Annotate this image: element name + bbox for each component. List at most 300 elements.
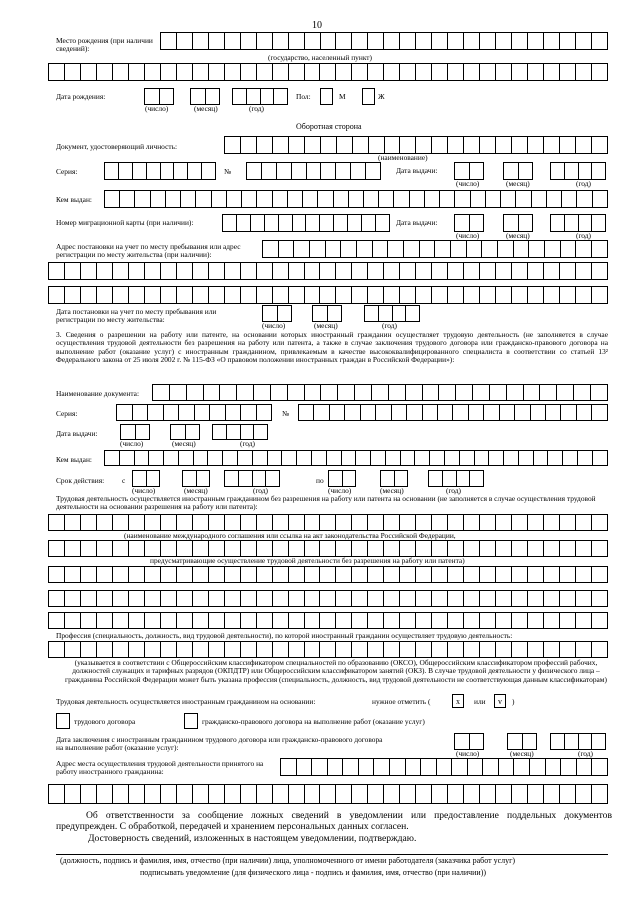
form-cell[interactable] (128, 286, 145, 304)
form-cell[interactable] (96, 286, 113, 304)
form-cell[interactable] (352, 136, 369, 154)
form-cell[interactable] (201, 162, 216, 180)
form-cell[interactable] (415, 136, 432, 154)
form-cell[interactable] (112, 641, 129, 658)
form-cell[interactable] (176, 286, 193, 304)
form-cell[interactable] (56, 713, 70, 729)
form-cell[interactable] (391, 404, 407, 421)
form-cell[interactable] (559, 566, 576, 583)
form-cell[interactable] (559, 286, 576, 304)
form-cell[interactable] (48, 286, 65, 304)
form-cell[interactable] (240, 612, 257, 629)
form-cell[interactable] (495, 63, 512, 81)
form-cell[interactable] (328, 470, 343, 487)
form-cell[interactable] (463, 641, 480, 658)
form-cell[interactable] (296, 758, 313, 776)
form-cell[interactable] (394, 470, 409, 487)
form-cell[interactable] (178, 450, 194, 466)
labor-contract-checkbox[interactable] (56, 713, 70, 729)
form-cell[interactable] (560, 404, 576, 421)
form-cell[interactable] (296, 450, 312, 466)
form-cell[interactable] (336, 136, 353, 154)
id-number-cells[interactable] (246, 162, 381, 180)
form-cell[interactable] (304, 612, 321, 629)
form-cell[interactable] (447, 540, 464, 557)
form-cell[interactable] (469, 214, 485, 232)
form-cell[interactable] (128, 784, 145, 804)
contract-month-cells[interactable] (507, 733, 537, 750)
form-cell[interactable] (64, 63, 81, 81)
form-cell[interactable] (405, 305, 420, 322)
form-cell[interactable] (48, 590, 65, 607)
form-cell[interactable] (351, 286, 368, 304)
form-cell[interactable] (399, 641, 416, 658)
form-cell[interactable] (479, 514, 496, 531)
form-cell[interactable] (503, 162, 519, 180)
form-cell[interactable] (144, 88, 160, 105)
form-cell[interactable] (543, 612, 560, 629)
form-cell[interactable] (304, 262, 321, 280)
form-cell[interactable] (287, 190, 303, 208)
form-cell[interactable] (360, 404, 376, 421)
form-cell[interactable] (48, 262, 65, 280)
form-cell[interactable] (265, 470, 280, 487)
form-cell[interactable] (575, 32, 592, 50)
form-cell[interactable] (160, 641, 177, 658)
form-cell[interactable] (335, 590, 352, 607)
form-cell[interactable] (118, 162, 133, 180)
form-cell[interactable] (347, 214, 362, 232)
form-cell[interactable] (64, 612, 81, 629)
form-cell[interactable] (431, 566, 448, 583)
form-cell[interactable] (208, 63, 225, 81)
form-cell[interactable] (184, 713, 198, 729)
form-cell[interactable] (192, 286, 209, 304)
form-cell[interactable] (479, 641, 496, 658)
form-cell[interactable] (364, 305, 379, 322)
form-cell[interactable] (309, 240, 326, 258)
form-cell[interactable] (378, 190, 394, 208)
form-cell[interactable] (439, 190, 455, 208)
form-cell[interactable] (240, 262, 257, 280)
form-cell[interactable] (80, 286, 97, 304)
form-cell[interactable] (415, 540, 432, 557)
form-cell[interactable] (256, 514, 273, 531)
form-cell[interactable] (240, 514, 257, 531)
form-cell[interactable] (208, 590, 225, 607)
form-cell[interactable] (447, 641, 464, 658)
form-cell[interactable] (468, 404, 484, 421)
form-cell[interactable] (337, 384, 355, 401)
registration-year-cells[interactable] (364, 305, 420, 322)
form-cell[interactable] (224, 262, 241, 280)
form-cell[interactable] (559, 641, 576, 658)
form-cell[interactable] (361, 214, 376, 232)
form-cell[interactable] (241, 190, 257, 208)
form-cell[interactable] (591, 733, 606, 750)
form-cell[interactable] (48, 63, 65, 81)
form-cell[interactable] (240, 286, 257, 304)
agreement-cells-4[interactable] (48, 590, 608, 607)
form-cell[interactable] (511, 32, 528, 50)
form-cell[interactable] (434, 240, 451, 258)
form-cell[interactable] (176, 262, 193, 280)
form-cell[interactable] (527, 540, 544, 557)
form-cell[interactable] (543, 514, 560, 531)
form-cell[interactable] (288, 590, 305, 607)
form-cell[interactable] (452, 404, 468, 421)
form-cell[interactable] (226, 190, 242, 208)
form-cell[interactable] (522, 733, 538, 750)
form-cell[interactable] (356, 240, 373, 258)
form-cell[interactable] (530, 404, 546, 421)
form-cell[interactable] (272, 286, 289, 304)
form-cell[interactable] (470, 190, 486, 208)
id-doc-name-cells[interactable] (224, 136, 608, 154)
form-cell[interactable] (358, 758, 375, 776)
form-cell[interactable] (159, 88, 175, 105)
form-cell[interactable] (527, 32, 544, 50)
form-cell[interactable] (246, 88, 261, 105)
form-cell[interactable] (556, 384, 574, 401)
form-cell[interactable] (351, 262, 368, 280)
form-cell[interactable] (575, 641, 592, 658)
form-cell[interactable] (405, 758, 422, 776)
form-cell[interactable] (383, 540, 400, 557)
permit-number-cells[interactable] (298, 404, 608, 421)
form-cell[interactable] (144, 566, 161, 583)
form-cell[interactable] (351, 641, 368, 658)
form-cell[interactable] (415, 784, 432, 804)
form-cell[interactable] (256, 566, 273, 583)
form-cell[interactable] (511, 136, 528, 154)
form-cell[interactable] (591, 590, 608, 607)
form-cell[interactable] (511, 612, 528, 629)
form-cell[interactable] (260, 88, 275, 105)
form-cell[interactable] (389, 758, 406, 776)
form-cell[interactable] (518, 162, 534, 180)
form-cell[interactable] (543, 784, 560, 804)
form-cell[interactable] (96, 612, 113, 629)
form-cell[interactable] (150, 190, 166, 208)
form-cell[interactable] (256, 286, 273, 304)
form-cell[interactable] (335, 286, 352, 304)
form-cell[interactable] (463, 136, 480, 154)
form-cell[interactable] (176, 32, 193, 50)
form-cell[interactable] (160, 162, 175, 180)
form-cell[interactable] (419, 240, 436, 258)
form-cell[interactable] (431, 590, 448, 607)
form-cell[interactable] (252, 450, 268, 466)
form-cell[interactable] (351, 63, 368, 81)
form-cell[interactable] (112, 566, 129, 583)
form-cell[interactable] (454, 733, 470, 750)
form-cell[interactable] (288, 641, 305, 658)
form-cell[interactable] (288, 286, 305, 304)
validity-to-year-cells[interactable] (428, 470, 484, 487)
form-cell[interactable] (264, 214, 279, 232)
form-cell[interactable] (80, 514, 97, 531)
migration-year-cells[interactable] (550, 214, 606, 232)
form-cell[interactable] (575, 612, 592, 629)
form-cell[interactable] (238, 470, 253, 487)
form-cell[interactable] (498, 758, 515, 776)
form-cell[interactable] (351, 540, 368, 557)
form-cell[interactable] (193, 450, 209, 466)
form-cell[interactable] (134, 450, 150, 466)
form-cell[interactable] (128, 612, 145, 629)
form-cell[interactable] (511, 514, 528, 531)
form-cell[interactable] (272, 540, 289, 557)
form-cell[interactable] (64, 566, 81, 583)
form-cell[interactable] (80, 63, 97, 81)
form-cell[interactable] (351, 32, 368, 50)
form-cell[interactable] (288, 784, 305, 804)
form-cell[interactable] (399, 63, 416, 81)
form-cell[interactable] (351, 514, 368, 531)
form-cell[interactable] (591, 262, 608, 280)
form-cell[interactable] (550, 733, 565, 750)
form-cell[interactable] (350, 162, 366, 180)
form-cell[interactable] (288, 612, 305, 629)
form-cell[interactable] (128, 566, 145, 583)
form-cell[interactable] (240, 32, 257, 50)
form-cell[interactable] (304, 136, 321, 154)
form-cell[interactable] (431, 612, 448, 629)
form-cell[interactable] (463, 63, 480, 81)
form-cell[interactable] (112, 63, 129, 81)
form-cell[interactable] (160, 784, 177, 804)
form-cell[interactable] (80, 540, 97, 557)
form-cell[interactable] (224, 32, 241, 50)
form-cell[interactable] (212, 424, 227, 440)
form-cell[interactable] (335, 262, 352, 280)
form-cell[interactable] (539, 384, 557, 401)
agreement-cells-1[interactable] (48, 514, 608, 531)
form-cell[interactable] (240, 424, 255, 440)
form-cell[interactable] (559, 32, 576, 50)
form-cell[interactable] (479, 612, 496, 629)
form-cell[interactable] (195, 190, 211, 208)
form-cell[interactable] (399, 540, 416, 557)
form-cell[interactable] (575, 540, 592, 557)
form-cell[interactable] (313, 404, 329, 421)
form-cell[interactable] (256, 404, 273, 421)
form-cell[interactable] (578, 162, 593, 180)
form-cell[interactable] (431, 540, 448, 557)
form-cell[interactable] (527, 262, 544, 280)
form-cell[interactable] (144, 262, 161, 280)
form-cell[interactable] (527, 286, 544, 304)
form-cell[interactable] (355, 450, 371, 466)
form-cell[interactable] (515, 190, 531, 208)
form-cell[interactable] (591, 240, 608, 258)
form-cell[interactable] (256, 784, 273, 804)
form-cell[interactable] (543, 63, 560, 81)
form-cell[interactable] (144, 612, 161, 629)
form-cell[interactable] (304, 540, 321, 557)
form-cell[interactable] (575, 63, 592, 81)
form-cell[interactable] (222, 450, 238, 466)
form-cell[interactable] (119, 190, 135, 208)
form-cell[interactable] (335, 784, 352, 804)
form-cell[interactable] (170, 424, 186, 440)
form-cell[interactable] (469, 162, 485, 180)
form-cell[interactable] (479, 784, 496, 804)
form-cell[interactable] (48, 514, 65, 531)
form-cell[interactable] (500, 190, 516, 208)
form-cell[interactable] (277, 305, 293, 322)
form-cell[interactable] (451, 758, 468, 776)
validity-to-day-cells[interactable] (328, 470, 356, 487)
form-cell[interactable] (479, 32, 496, 50)
form-cell[interactable] (578, 214, 593, 232)
form-cell[interactable] (399, 262, 416, 280)
form-cell[interactable] (261, 162, 277, 180)
form-cell[interactable] (527, 63, 544, 81)
form-cell[interactable] (256, 63, 273, 81)
form-cell[interactable] (559, 63, 576, 81)
form-cell[interactable] (80, 262, 97, 280)
form-cell[interactable] (422, 404, 438, 421)
form-cell[interactable] (527, 590, 544, 607)
form-cell[interactable] (292, 214, 307, 232)
form-cell[interactable] (511, 262, 528, 280)
form-cell[interactable] (80, 612, 97, 629)
agreement-cells-3[interactable] (48, 566, 608, 583)
form-cell[interactable] (414, 450, 430, 466)
registration-month-cells[interactable] (312, 305, 342, 322)
form-cell[interactable] (173, 162, 188, 180)
form-cell[interactable] (463, 540, 480, 557)
form-cell[interactable] (304, 566, 321, 583)
permit-year-cells[interactable] (212, 424, 268, 440)
form-cell[interactable] (495, 590, 512, 607)
migration-day-cells[interactable] (454, 214, 484, 232)
form-cell[interactable] (575, 784, 592, 804)
form-cell[interactable] (383, 63, 400, 81)
form-cell[interactable] (96, 63, 113, 81)
form-cell[interactable] (335, 612, 352, 629)
form-cell[interactable] (560, 240, 577, 258)
form-cell[interactable] (431, 286, 448, 304)
form-cell[interactable] (281, 450, 297, 466)
form-cell[interactable] (497, 240, 514, 258)
form-cell[interactable] (160, 286, 177, 304)
form-cell[interactable] (192, 514, 209, 531)
form-cell[interactable] (270, 384, 288, 401)
form-cell[interactable] (372, 240, 389, 258)
form-cell[interactable] (256, 136, 273, 154)
form-cell[interactable] (288, 566, 305, 583)
form-cell[interactable] (543, 286, 560, 304)
form-cell[interactable] (422, 384, 440, 401)
form-cell[interactable] (489, 384, 507, 401)
form-cell[interactable] (479, 590, 496, 607)
form-cell[interactable] (187, 162, 202, 180)
form-cell[interactable] (543, 136, 560, 154)
form-cell[interactable] (561, 190, 577, 208)
form-cell[interactable] (272, 612, 289, 629)
form-cell[interactable] (495, 262, 512, 280)
form-cell[interactable] (302, 190, 318, 208)
civil-contract-checkbox[interactable] (184, 713, 198, 729)
form-cell[interactable] (192, 262, 209, 280)
form-cell[interactable] (319, 63, 336, 81)
form-cell[interactable] (367, 514, 384, 531)
form-cell[interactable] (577, 450, 593, 466)
form-cell[interactable] (463, 514, 480, 531)
form-cell[interactable] (499, 404, 515, 421)
form-cell[interactable] (96, 540, 113, 557)
form-cell[interactable] (550, 214, 565, 232)
form-cell[interactable] (278, 214, 293, 232)
form-cell[interactable] (152, 384, 170, 401)
form-cell[interactable] (96, 784, 113, 804)
form-cell[interactable] (591, 404, 607, 421)
id-month-cells[interactable] (503, 162, 533, 180)
form-cell[interactable] (454, 190, 470, 208)
form-cell[interactable] (327, 305, 343, 322)
form-cell[interactable] (267, 450, 283, 466)
form-cell[interactable] (469, 470, 484, 487)
form-cell[interactable] (342, 470, 357, 487)
form-cell[interactable] (466, 240, 483, 258)
form-cell[interactable] (560, 758, 577, 776)
form-cell[interactable] (253, 424, 268, 440)
form-cell[interactable] (224, 514, 241, 531)
form-cell[interactable] (144, 590, 161, 607)
form-cell[interactable] (128, 540, 145, 557)
form-cell[interactable] (545, 404, 561, 421)
form-cell[interactable] (399, 286, 416, 304)
form-cell[interactable] (273, 88, 288, 105)
form-cell[interactable] (64, 262, 81, 280)
form-cell[interactable] (340, 240, 357, 258)
form-cell[interactable] (479, 566, 496, 583)
form-cell[interactable] (276, 162, 292, 180)
form-cell[interactable] (208, 641, 225, 658)
form-cell[interactable] (591, 214, 606, 232)
form-cell[interactable] (399, 784, 416, 804)
form-cell[interactable] (182, 470, 197, 487)
form-cell[interactable] (415, 63, 432, 81)
form-cell[interactable] (96, 566, 113, 583)
form-cell[interactable] (507, 733, 523, 750)
form-cell[interactable] (479, 136, 496, 154)
birth-day-cells[interactable] (144, 88, 174, 105)
form-cell[interactable] (370, 450, 386, 466)
form-cell[interactable] (192, 590, 209, 607)
form-cell[interactable] (208, 286, 225, 304)
form-cell[interactable] (415, 514, 432, 531)
form-cell[interactable] (272, 63, 289, 81)
form-cell[interactable] (463, 590, 480, 607)
form-cell[interactable] (256, 32, 273, 50)
form-cell[interactable] (176, 566, 193, 583)
form-cell[interactable] (383, 566, 400, 583)
form-cell[interactable] (591, 758, 608, 776)
permit-issued-by-cells[interactable] (104, 450, 608, 466)
id-series-cells[interactable] (104, 162, 216, 180)
form-cell[interactable] (406, 404, 422, 421)
form-cell[interactable] (450, 240, 467, 258)
form-cell[interactable] (319, 566, 336, 583)
permit-doc-name-cells[interactable] (152, 384, 608, 401)
form-cell[interactable] (513, 758, 530, 776)
form-cell[interactable] (112, 514, 129, 531)
form-cell[interactable] (272, 566, 289, 583)
